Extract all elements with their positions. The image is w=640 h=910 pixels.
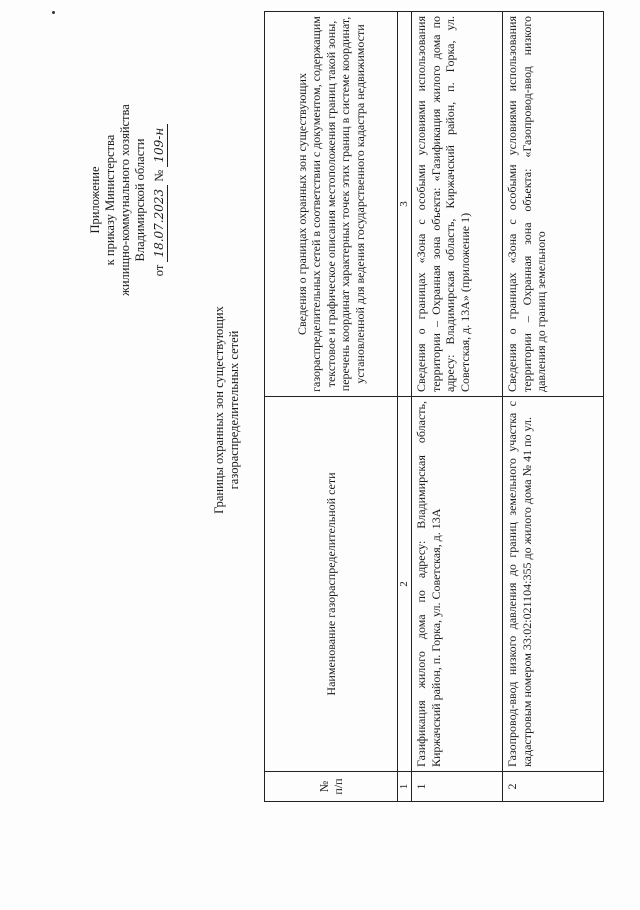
appendix-line-ministry: жилищно-коммунального хозяйства — [118, 104, 132, 296]
header-num: № п/п — [265, 772, 398, 802]
appendix-line-order: к приказу Министерства — [103, 134, 117, 266]
zones-table — [264, 11, 604, 802]
row-name: Газопровод-ввод низкого давления до границ земельного участка с кадастровым номером 33:02:021104:355 до жилого дома № 41 по ул. — [503, 397, 604, 772]
number-value: 109-н — [152, 124, 168, 167]
number-prefix: № — [152, 169, 166, 182]
appendix-date-line — [152, 70, 168, 330]
column-number: 3 — [398, 12, 412, 397]
row-name: Газификация жилого дома по адресу: Владимирская область, Киржачский район, п. Горка, ул. Советская, д. 13А — [412, 397, 503, 772]
header-name: Наименование газораспределительной сети — [265, 397, 398, 772]
scan-speck — [52, 11, 55, 14]
table-header-row — [265, 12, 398, 802]
date-value: 18.07.2023 — [152, 185, 168, 262]
date-prefix: от — [152, 264, 166, 277]
column-number: 2 — [398, 397, 412, 772]
row-num: 1 — [412, 772, 503, 802]
column-number: 1 — [398, 772, 412, 802]
table-column-numbers-row — [398, 12, 412, 802]
document-title-line2: газораспределительных сетей — [227, 330, 241, 490]
table-row — [503, 12, 604, 802]
table-row — [412, 12, 503, 802]
row-num: 2 — [503, 772, 604, 802]
appendix-block — [88, 70, 168, 330]
document-title-line1: Границы охранных зон существующих — [212, 306, 226, 514]
row-info: Сведения о границах «Зона с особыми условиями использования территории – Охранная зона объекта: «Газификация жилого дома по адресу: Владимирская область, Киржачский район, п. Горка, ул. Советская, д. 13А» (приложение 1) — [412, 12, 503, 397]
document-title — [212, 210, 242, 610]
row-info: Сведения о границах «Зона с особыми условиями использования территории – Охранная зона объекта: «Газопровод-ввод низкого давления до границ земельного — [503, 12, 604, 397]
header-info: Сведения о границах охранных зон существующих газораспределительных сетей в соответствии с документом, содержащим текстовое и графическое описания местоположения границ такой зоны, перечень координат характерных точек этих границ в системе координат, установленной для ведения государственного кадастра недвижимости — [265, 12, 398, 397]
appendix-title: Приложение — [88, 166, 102, 234]
appendix-line-region: Владимирской области — [133, 138, 147, 262]
